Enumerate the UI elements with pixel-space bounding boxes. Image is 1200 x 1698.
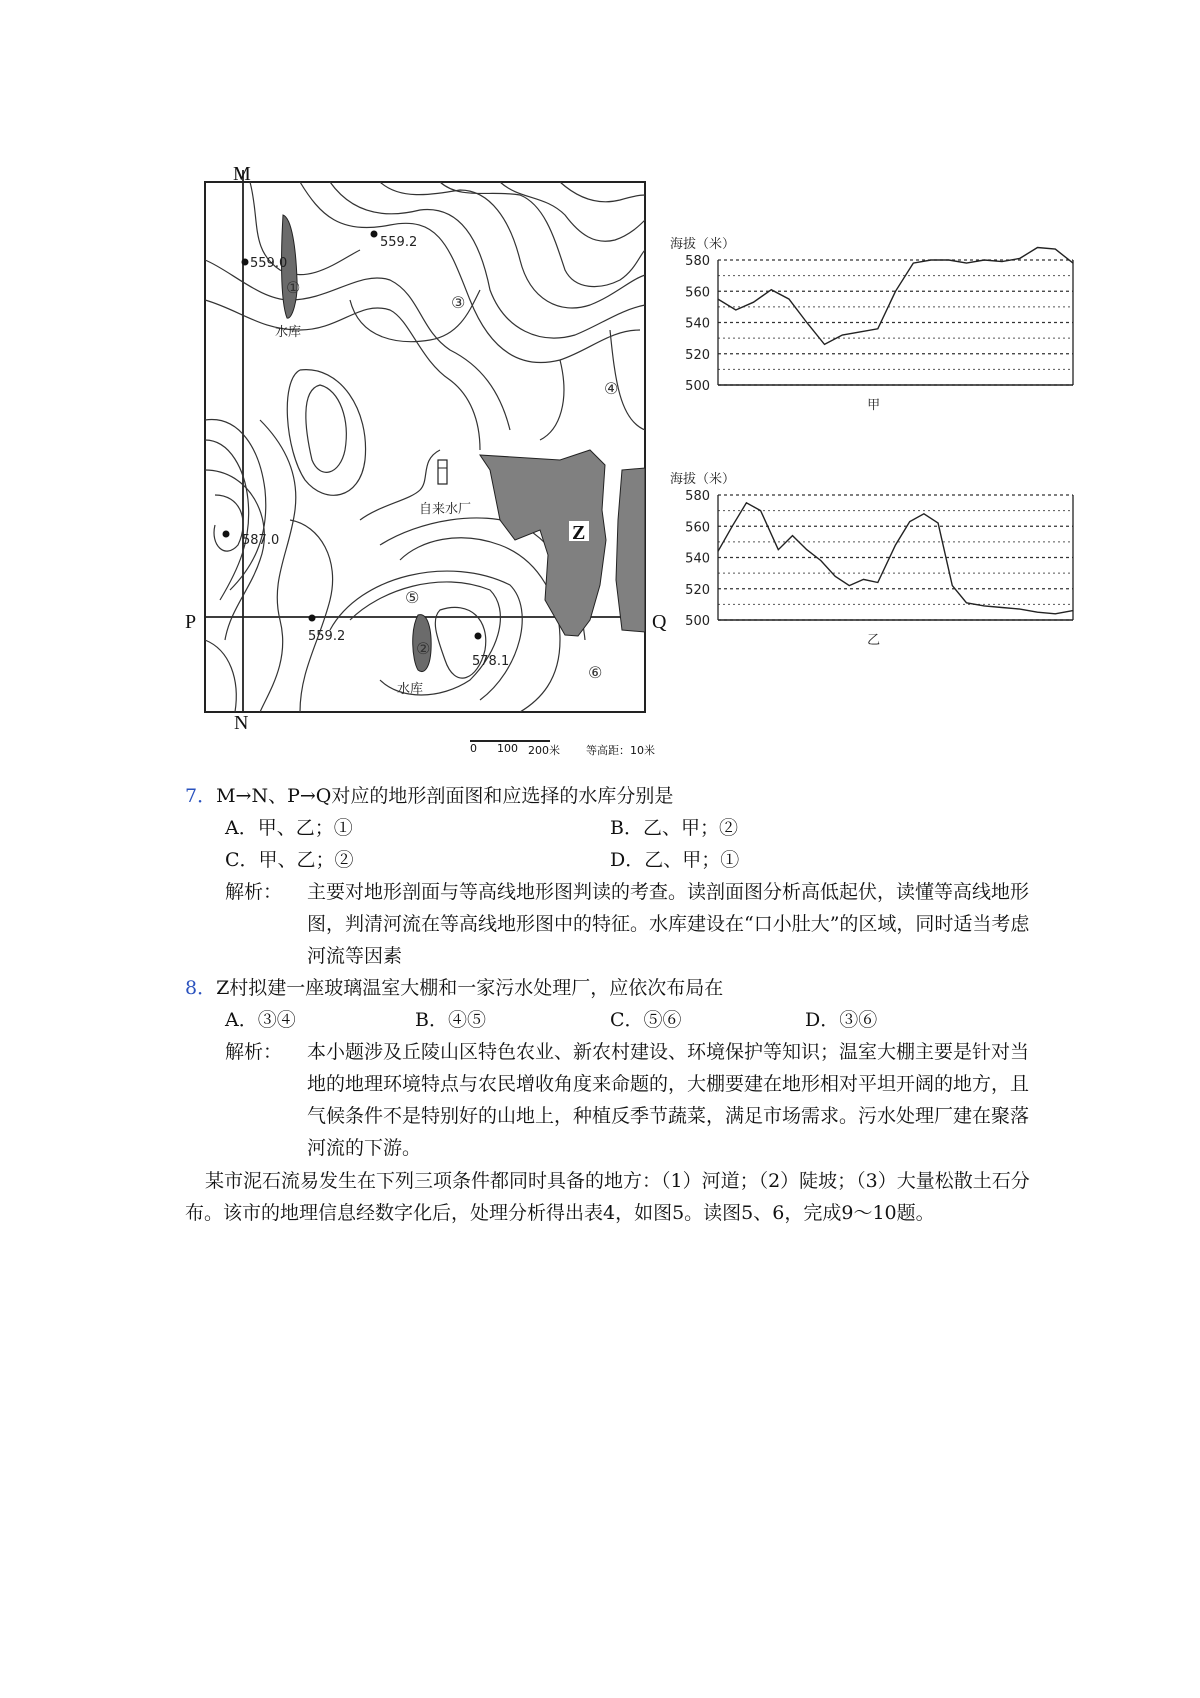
profile-line — [718, 503, 1073, 614]
site-number-3: ③ — [451, 293, 466, 312]
reservoir-label: 水库 — [397, 682, 424, 697]
question-stem: Z村拟建一座玻璃温室大棚和一家污水处理厂，应依次布局在 — [216, 977, 724, 999]
analysis-text: 主要对地形剖面与等高线地形图判读的考查。读剖面图分析高低起伏，读懂等高线地形图，判清河流在等高线地形图中的特征。水库建设在“口小肚大”的区域，同时适当考虑河流等因素 — [307, 881, 1030, 967]
option-b: B．④⑤ — [415, 1009, 486, 1031]
reservoir-number-1: ① — [286, 278, 301, 297]
y-tick-label: 560 — [685, 520, 710, 536]
peak-marker — [223, 531, 230, 538]
elevation-label: 559.2 — [308, 629, 346, 644]
analysis-label: 解析： — [225, 1041, 283, 1063]
question-stem: M→N、P→Q对应的地形剖面图和应选择的水库分别是 — [216, 785, 674, 807]
scale-tick-200: 200米 — [528, 744, 560, 757]
site-number-5: ⑤ — [405, 588, 420, 607]
site-number-6: ⑥ — [588, 663, 603, 682]
elevation-label: 587.0 — [242, 533, 280, 548]
scale-tick-100: 100 — [497, 742, 518, 755]
question-number: 8． — [185, 977, 217, 999]
option-a: A．③④ — [225, 1009, 296, 1031]
label-n: N — [234, 712, 249, 734]
profile-chart-jia — [670, 230, 1090, 440]
peak-marker — [242, 259, 249, 266]
y-tick-label: 540 — [685, 316, 710, 332]
village-z-label: Z — [572, 522, 586, 544]
label-m: M — [233, 163, 251, 185]
analysis-label: 解析： — [225, 881, 283, 903]
y-tick-label: 520 — [685, 582, 710, 598]
chart-ylabel: 海拔（米） — [670, 237, 736, 252]
waterworks-icon — [438, 460, 447, 484]
waterworks-label: 自来水厂 — [419, 502, 472, 517]
elevation-label: 578.1 — [472, 654, 510, 669]
y-tick-label: 580 — [685, 489, 710, 504]
analysis-text: 本小题涉及丘陵山区特色农业、新农村建设、环境保护等知识；温室大棚主要是针对当地的地理环境特点与农民增收角度来命题的，大棚要建在地形相对平坦开阔的地方，且气候条件不是特别好的山地上，种植反季节蔬菜，满足市场需求。污水处理厂建在聚落河流的下游。 — [307, 1041, 1030, 1159]
reservoir-number-2: ② — [416, 639, 431, 658]
intro-paragraph: 某市泥石流易发生在下列三项条件都同时具备的地方：（1）河道；（2）陡坡；（3）大量松散土石分布。该市的地理信息经数字化后，处理分析得出表4，如图5。读图5、6，完成9～10题。 — [185, 1170, 1030, 1224]
y-tick-label: 500 — [685, 379, 710, 394]
peak-marker — [371, 231, 378, 238]
y-tick-label: 500 — [685, 614, 710, 629]
profile-line — [718, 248, 1073, 345]
scale-tick-0: 0 — [470, 742, 477, 755]
y-tick-label: 560 — [685, 285, 710, 301]
label-q: Q — [652, 611, 667, 633]
village-east-area — [616, 468, 645, 632]
option-d: D．③⑥ — [805, 1009, 878, 1031]
option-c: C．⑤⑥ — [610, 1009, 682, 1031]
option-c: C．甲、乙；② — [225, 849, 354, 871]
chart-ylabel: 海拔（米） — [670, 472, 736, 487]
y-tick-label: 540 — [685, 551, 710, 567]
contour-map — [170, 160, 670, 734]
y-tick-label: 580 — [685, 254, 710, 269]
chart-xlabel: 乙 — [867, 633, 881, 648]
question-number: 7． — [185, 785, 217, 807]
option-b: B．乙、甲；② — [610, 817, 738, 839]
question-8 — [185, 972, 1045, 1164]
y-tick-label: 520 — [685, 347, 710, 363]
elevation-label: 559.2 — [380, 235, 418, 250]
label-p: P — [185, 611, 197, 633]
peak-marker — [309, 615, 316, 622]
reservoir-label: 水库 — [275, 325, 302, 340]
chart-xlabel: 甲 — [867, 398, 881, 413]
profile-chart-yi — [670, 465, 1090, 675]
question-7 — [185, 780, 1045, 972]
site-number-4: ④ — [604, 379, 619, 398]
option-a: A．甲、乙；① — [225, 817, 353, 839]
option-d: D．乙、甲；① — [610, 849, 740, 871]
village-z-area — [480, 450, 606, 636]
elevation-label: 559.0 — [250, 256, 288, 271]
contour-interval: 等高距：10米 — [586, 744, 655, 757]
peak-marker — [475, 633, 482, 640]
